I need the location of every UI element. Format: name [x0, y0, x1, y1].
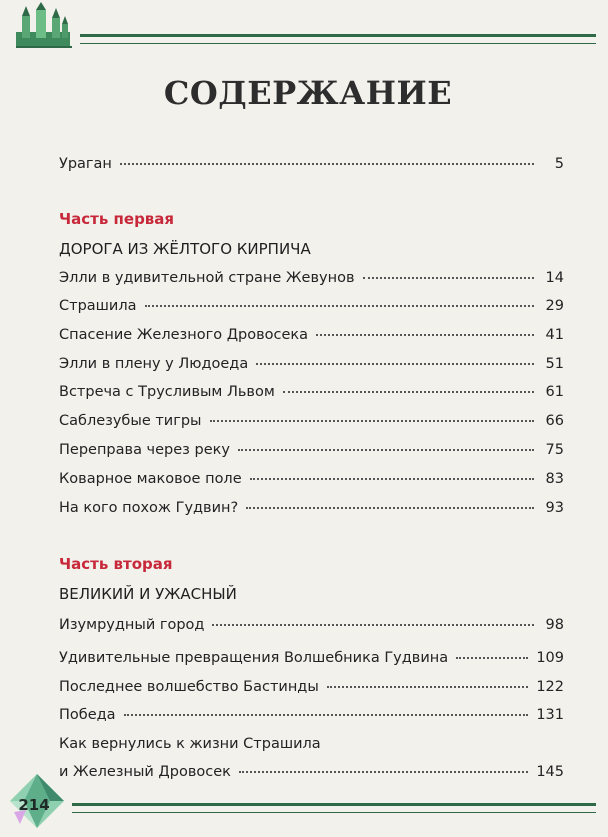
- part-two-title: ВЕЛИКИЙ И УЖАСНЫЙ: [59, 585, 237, 603]
- bottom-divider: [72, 803, 596, 813]
- toc-entry-title: Страшила: [59, 298, 137, 314]
- toc-entry-title: Элли в удивительной стране Жевунов: [59, 270, 355, 286]
- dot-leader: [212, 624, 534, 626]
- toc-entry-title: Ураган: [59, 156, 112, 172]
- emerald-city-icon: [10, 2, 78, 52]
- toc-entry[interactable]: [59, 617, 564, 639]
- toc-entry-page: 51: [545, 356, 564, 372]
- toc-entry-title: Элли в плену у Людоеда: [59, 356, 249, 372]
- dot-leader: [239, 771, 528, 773]
- toc-entry-prologue[interactable]: [59, 156, 564, 178]
- dot-leader: [327, 686, 529, 688]
- toc-entry-page: 29: [545, 298, 564, 314]
- part-one-title: ДОРОГА ИЗ ЖЁЛТОГО КИРПИЧА: [59, 240, 311, 258]
- dot-leader: [124, 714, 529, 716]
- toc-entry[interactable]: [59, 384, 564, 406]
- dot-leader: [250, 478, 534, 480]
- toc-entry-page: 122: [536, 679, 564, 695]
- toc-entry[interactable]: [59, 270, 564, 292]
- toc-entry-title: На кого похож Гудвин?: [59, 500, 239, 516]
- toc-entry[interactable]: [59, 707, 564, 729]
- toc-entry-page: 61: [545, 384, 564, 400]
- part-two-label: Часть вторая: [59, 555, 173, 573]
- toc-entry-page: 98: [545, 617, 564, 633]
- toc-entry-page: 83: [545, 471, 564, 487]
- toc-entry-title: Переправа через реку: [59, 442, 230, 458]
- toc-entry-title: Победа: [59, 707, 116, 723]
- toc-entry-page: 5: [554, 156, 564, 172]
- toc-entry-title-line2: и Железный Дровосек: [59, 764, 231, 780]
- top-divider: [80, 34, 596, 44]
- toc-entry-title-line1[interactable]: Как вернулись к жизни Страшила: [59, 736, 321, 752]
- toc-entry[interactable]: [59, 471, 564, 493]
- toc-entry-title: Саблезубые тигры: [59, 413, 202, 429]
- page-number: 214: [18, 796, 50, 814]
- dot-leader: [456, 657, 528, 659]
- toc-entry[interactable]: [59, 764, 564, 786]
- toc-entry[interactable]: [59, 413, 564, 435]
- toc-entry-title: Встреча с Трусливым Львом: [59, 384, 275, 400]
- toc-entry-title: Коварное маковое поле: [59, 471, 242, 487]
- dot-leader: [363, 277, 535, 279]
- toc-entry-page: 93: [545, 500, 564, 516]
- toc-entry-page: 66: [545, 413, 564, 429]
- page-title: СОДЕРЖАНИЕ: [163, 74, 453, 112]
- toc-entry-page: 109: [536, 650, 564, 666]
- dot-leader: [283, 391, 534, 393]
- toc-entry[interactable]: [59, 442, 564, 464]
- toc-entry-title: Спасение Железного Дровосека: [59, 327, 309, 343]
- toc-entry-title: Изумрудный город: [59, 617, 205, 633]
- toc-entry-page: 14: [545, 270, 564, 286]
- dot-leader: [120, 163, 534, 165]
- dot-leader: [316, 334, 534, 336]
- toc-entry-page: 75: [545, 442, 564, 458]
- toc-entry[interactable]: [59, 679, 564, 701]
- toc-entry-page: 131: [536, 707, 564, 723]
- toc-entry[interactable]: [59, 356, 564, 378]
- toc-entry[interactable]: [59, 650, 564, 672]
- toc-entry[interactable]: [59, 500, 564, 522]
- toc-entry-page: 145: [536, 764, 564, 780]
- dot-leader: [210, 420, 535, 422]
- toc-entry-title: Удивительные превращения Волшебника Гудвина: [59, 650, 449, 666]
- part-one-label: Часть первая: [59, 210, 175, 228]
- dot-leader: [256, 363, 534, 365]
- dot-leader: [145, 305, 534, 307]
- toc-entry[interactable]: [59, 298, 564, 320]
- toc-entry[interactable]: [59, 327, 564, 349]
- dot-leader: [246, 507, 534, 509]
- toc-entry-title: Последнее волшебство Бастинды: [59, 679, 319, 695]
- dot-leader: [238, 449, 534, 451]
- toc-entry-page: 41: [545, 327, 564, 343]
